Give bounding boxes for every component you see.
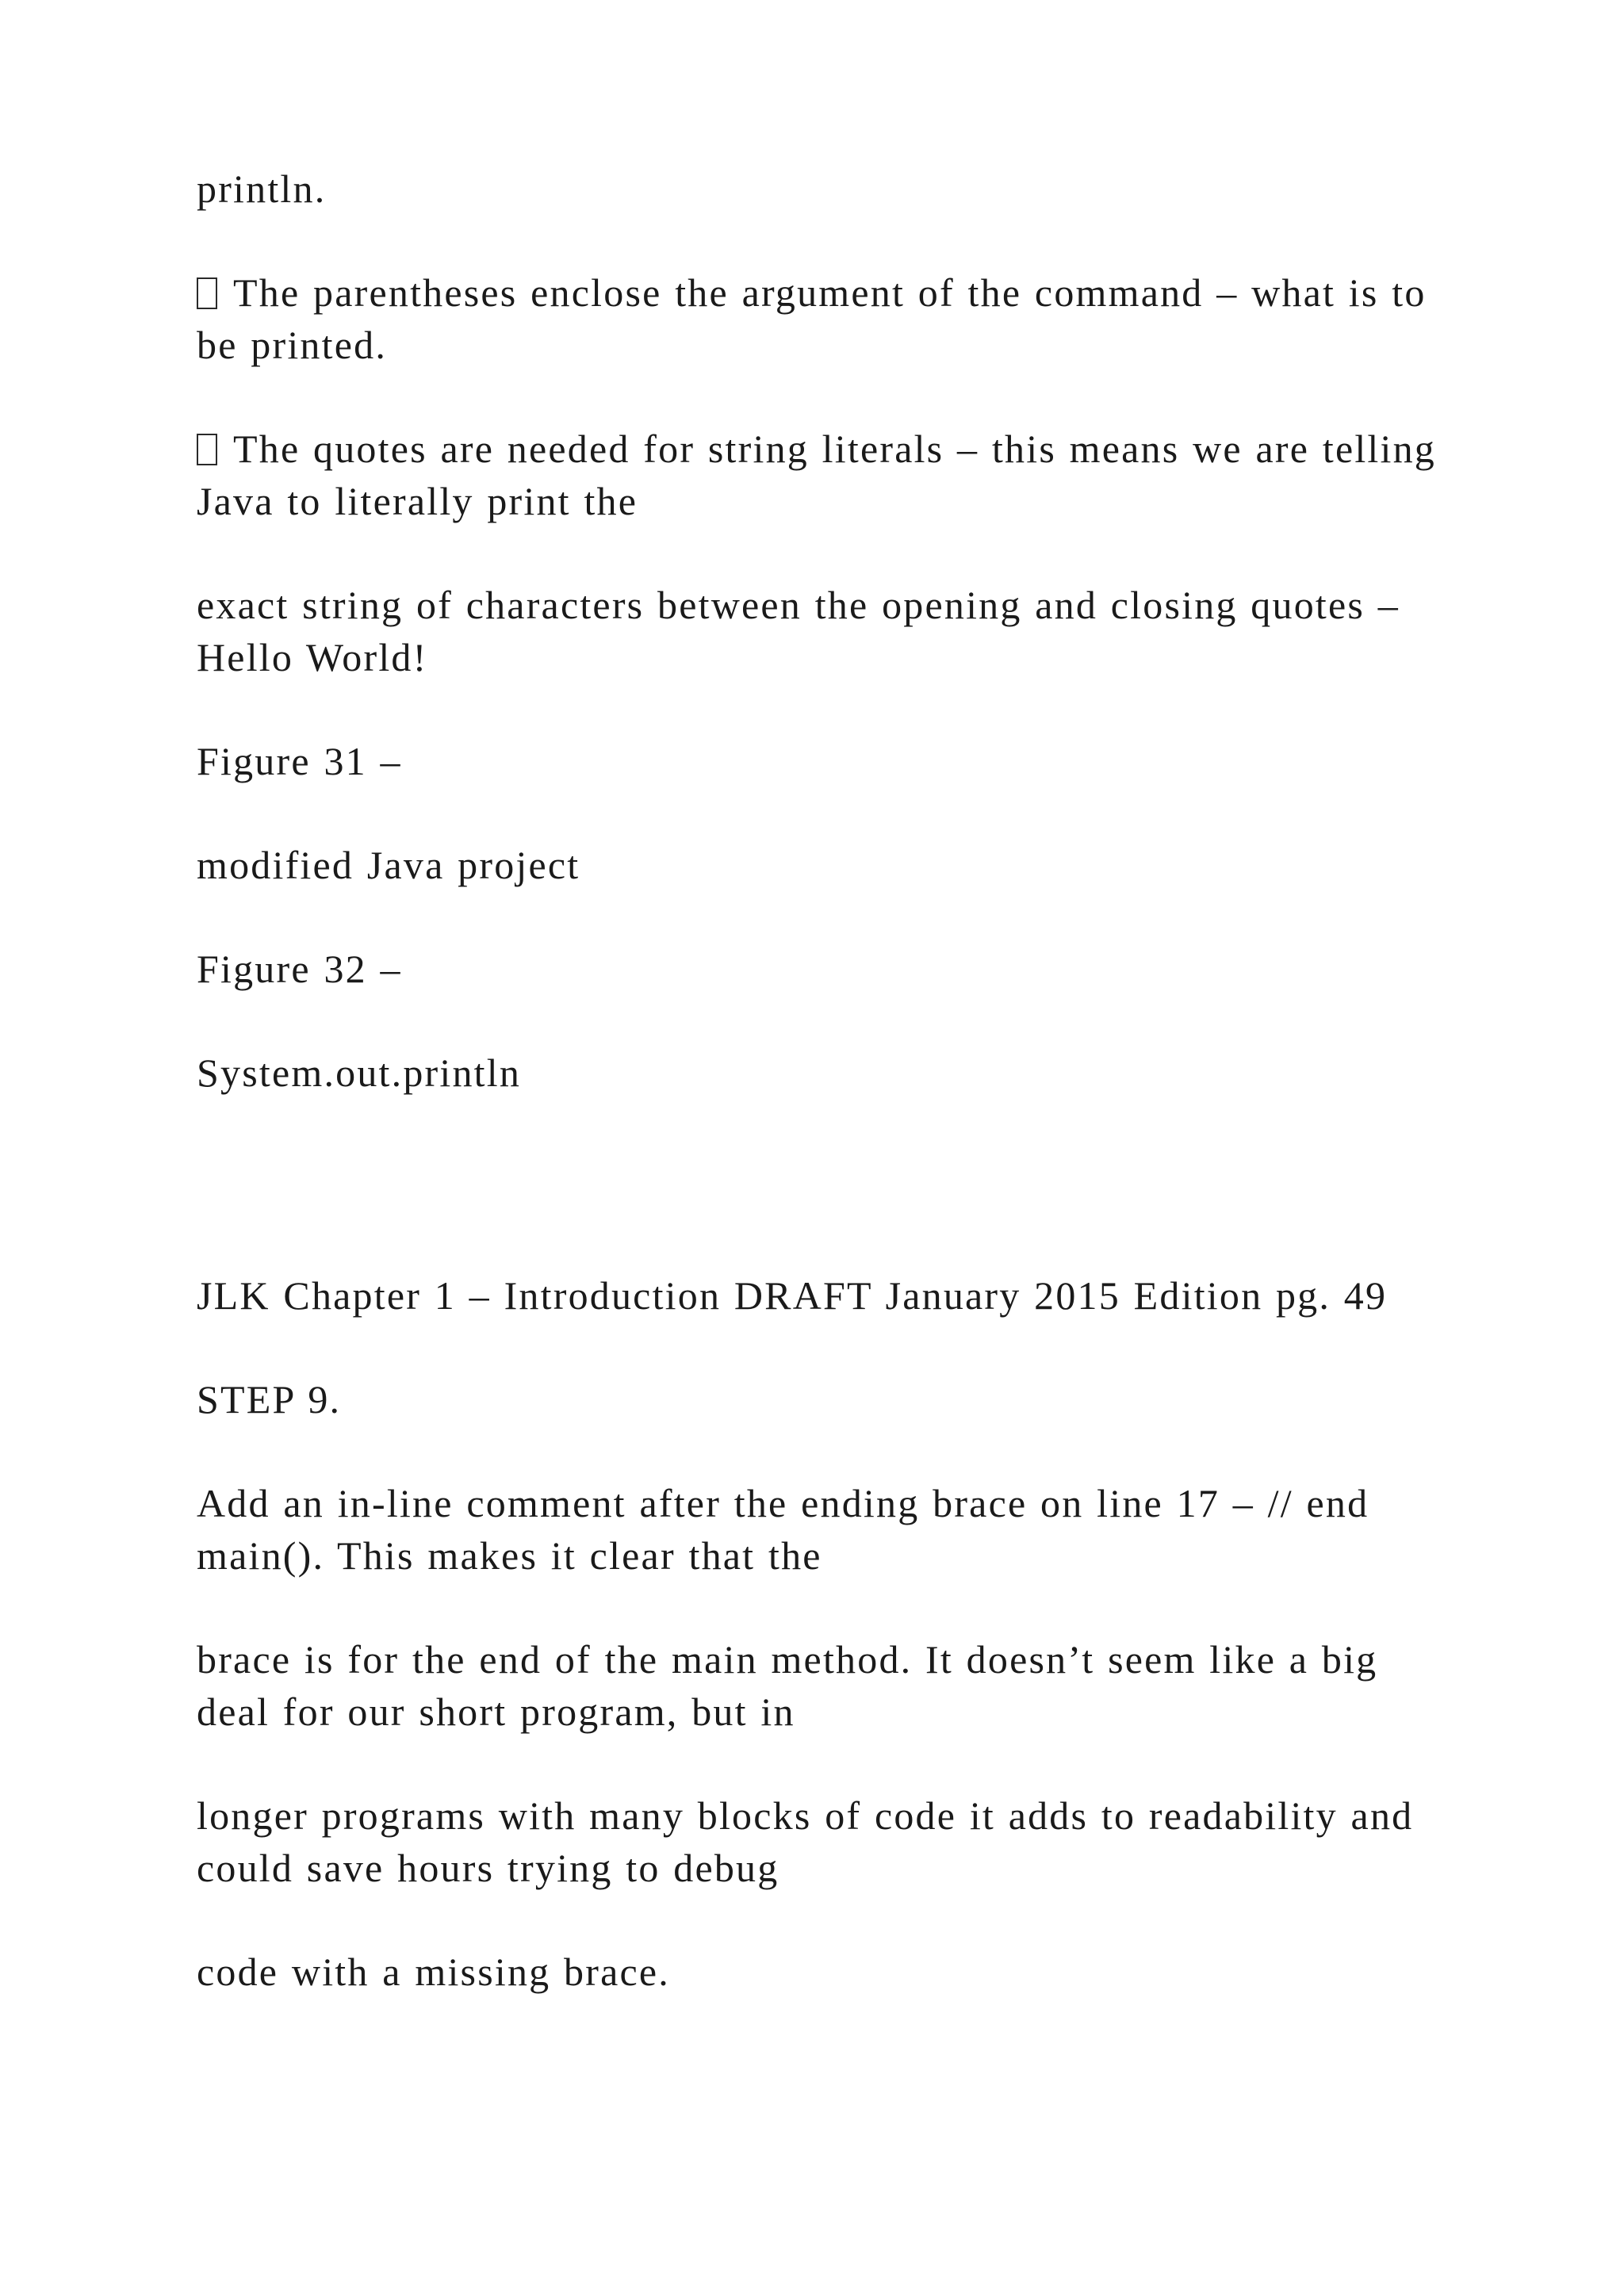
paragraph-inline-comment: Add an in-line comment after the ending brace on line 17 – // end main(). This makes it clear that the	[197, 1481, 1369, 1578]
paragraph-longer-programs: longer programs with many blocks of code it adds to readability and could save hours trying to debug	[197, 1793, 1414, 1890]
bullet-quotes	[197, 423, 1450, 527]
paragraph-exact-string: exact string of characters between the opening and closing quotes – Hello World!	[197, 583, 1400, 679]
paragraph-println: println.	[197, 166, 327, 211]
paragraph-missing-brace: code with a missing brace.	[197, 1950, 670, 1994]
missing-glyph-box-icon	[197, 277, 217, 309]
paragraph-brace: brace is for the end of the main method. It doesn’t seem like a big deal for our short program, but in	[197, 1637, 1378, 1734]
page-footer: JLK Chapter 1 – Introduction DRAFT January 2015 Edition pg. 49	[197, 1273, 1388, 1318]
figure-31-caption: modified Java project	[197, 843, 580, 887]
bullet-parentheses-text: The parentheses enclose the argument of the command – what is to be printed.	[197, 270, 1427, 367]
section-gap	[197, 1150, 1450, 1269]
figure-32-caption: System.out.println	[197, 1050, 522, 1095]
bullet-parentheses	[197, 266, 1450, 371]
step-heading: STEP 9.	[197, 1377, 342, 1422]
figure-31-label: Figure 31 –	[197, 739, 402, 783]
figure-32-label: Figure 32 –	[197, 947, 402, 991]
document-page	[197, 163, 1450, 2049]
bullet-quotes-text: The quotes are needed for string literals – this means we are telling Java to literally print the	[197, 427, 1437, 523]
missing-glyph-box-icon	[197, 434, 217, 465]
